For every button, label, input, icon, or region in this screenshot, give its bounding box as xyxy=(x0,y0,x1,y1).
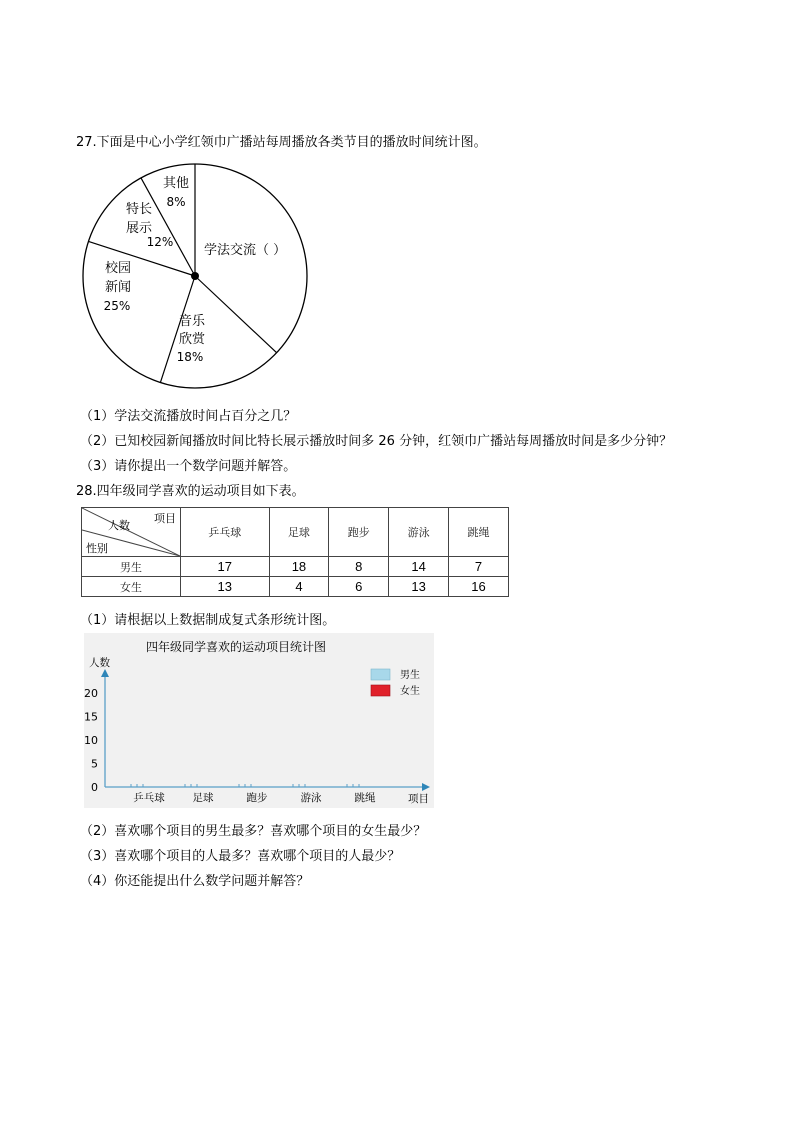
bar-chart xyxy=(84,633,434,808)
table-cell: 8 xyxy=(329,557,389,577)
table-header-cell: 游泳 xyxy=(389,508,449,557)
table-cell: 7 xyxy=(449,557,509,577)
legend-label-boys: 男生 xyxy=(400,670,420,681)
q27-title: 27.下面是中心小学红领巾广播站每周播放各类节目的播放时间统计图。 xyxy=(76,135,487,150)
x-tick-label: 足球 xyxy=(192,792,214,804)
q28-sub4: （4）你还能提出什么数学问题并解答？ xyxy=(80,874,310,889)
table-cell: 13 xyxy=(181,577,270,597)
table-cell: 6 xyxy=(329,577,389,597)
q28-title: 28.四年级同学喜欢的运动项目如下表。 xyxy=(76,484,305,499)
table-header-cell: 跑步 xyxy=(329,508,389,557)
q28-sub3: （3）喜欢哪个项目的人最多？喜欢哪个项目的人最少？ xyxy=(80,849,401,864)
bar-chart-title: 四年级同学喜欢的运动项目统计图 xyxy=(146,640,327,654)
row-label: 女生 xyxy=(82,577,181,597)
table-cell: 14 xyxy=(389,557,449,577)
x-tick-label: 游泳 xyxy=(300,792,322,804)
q27-sub1: （1）学法交流播放时间占百分之几？ xyxy=(80,409,297,424)
corner-label-gender: 性别 xyxy=(86,542,108,555)
pie-label-music-2: 欣赏 xyxy=(178,332,206,347)
legend-swatch-girls xyxy=(371,685,390,696)
pie-chart xyxy=(78,160,318,390)
pie-label-study: 学法交流（ ） xyxy=(204,243,287,258)
pie-label-talent-1: 特长 xyxy=(125,202,153,217)
pie-label-other: 其他 xyxy=(162,176,190,191)
table-header-cell: 乒乓球 xyxy=(181,508,270,557)
sports-table xyxy=(81,507,509,597)
y-tick-label: 10 xyxy=(84,734,98,747)
legend-swatch-boys xyxy=(371,669,390,680)
x-tick-label: 跳绳 xyxy=(354,792,376,804)
legend-label-girls: 女生 xyxy=(400,686,420,697)
table-row xyxy=(82,577,509,597)
table-cell: 16 xyxy=(449,577,509,597)
corner-label-item: 项目 xyxy=(154,512,176,525)
table-cell: 13 xyxy=(389,577,449,597)
pie-pct-other: 8% xyxy=(166,195,186,209)
y-axis-label: 人数 xyxy=(89,657,110,669)
y-tick-label: 15 xyxy=(84,710,98,724)
table-cell: 18 xyxy=(269,557,329,577)
pie-label-music-1: 音乐 xyxy=(178,314,206,329)
y-tick-label: 0 xyxy=(91,781,98,794)
table-corner-cell xyxy=(82,508,181,557)
y-tick-label: 20 xyxy=(84,687,98,700)
corner-label-count: 人数 xyxy=(108,519,130,532)
table-header-cell: 跳绳 xyxy=(449,508,509,557)
pie-pct-talent: 12% xyxy=(146,235,174,249)
table-header-cell: 足球 xyxy=(269,508,329,557)
q27-sub3: （3）请你提出一个数学问题并解答。 xyxy=(80,459,297,474)
table-row xyxy=(82,557,509,577)
y-tick-label: 5 xyxy=(91,757,98,771)
row-label: 男生 xyxy=(82,557,181,577)
pie-pct-news: 25% xyxy=(103,299,131,313)
x-axis-label: 项目 xyxy=(408,793,429,805)
x-tick-label: 跑步 xyxy=(246,792,268,804)
x-tick-label: 乒乓球 xyxy=(133,792,165,804)
pie-center-dot xyxy=(191,272,199,280)
pie-label-news-1: 校园 xyxy=(104,261,132,276)
q28-sub1: （1）请根据以上数据制成复式条形统计图。 xyxy=(80,613,336,628)
pie-label-news-2: 新闻 xyxy=(104,280,132,295)
table-cell: 4 xyxy=(269,577,329,597)
table-cell: 17 xyxy=(181,557,270,577)
q27-sub2: （2）已知校园新闻播放时间比特长展示播放时间多 26 分钟，红领巾广播站每周播放时间是多少分钟？ xyxy=(80,434,673,449)
pie-pct-music: 18% xyxy=(176,350,204,364)
pie-label-talent-2: 展示 xyxy=(125,221,153,236)
q28-sub2: （2）喜欢哪个项目的男生最多？喜欢哪个项目的女生最少？ xyxy=(80,824,427,839)
